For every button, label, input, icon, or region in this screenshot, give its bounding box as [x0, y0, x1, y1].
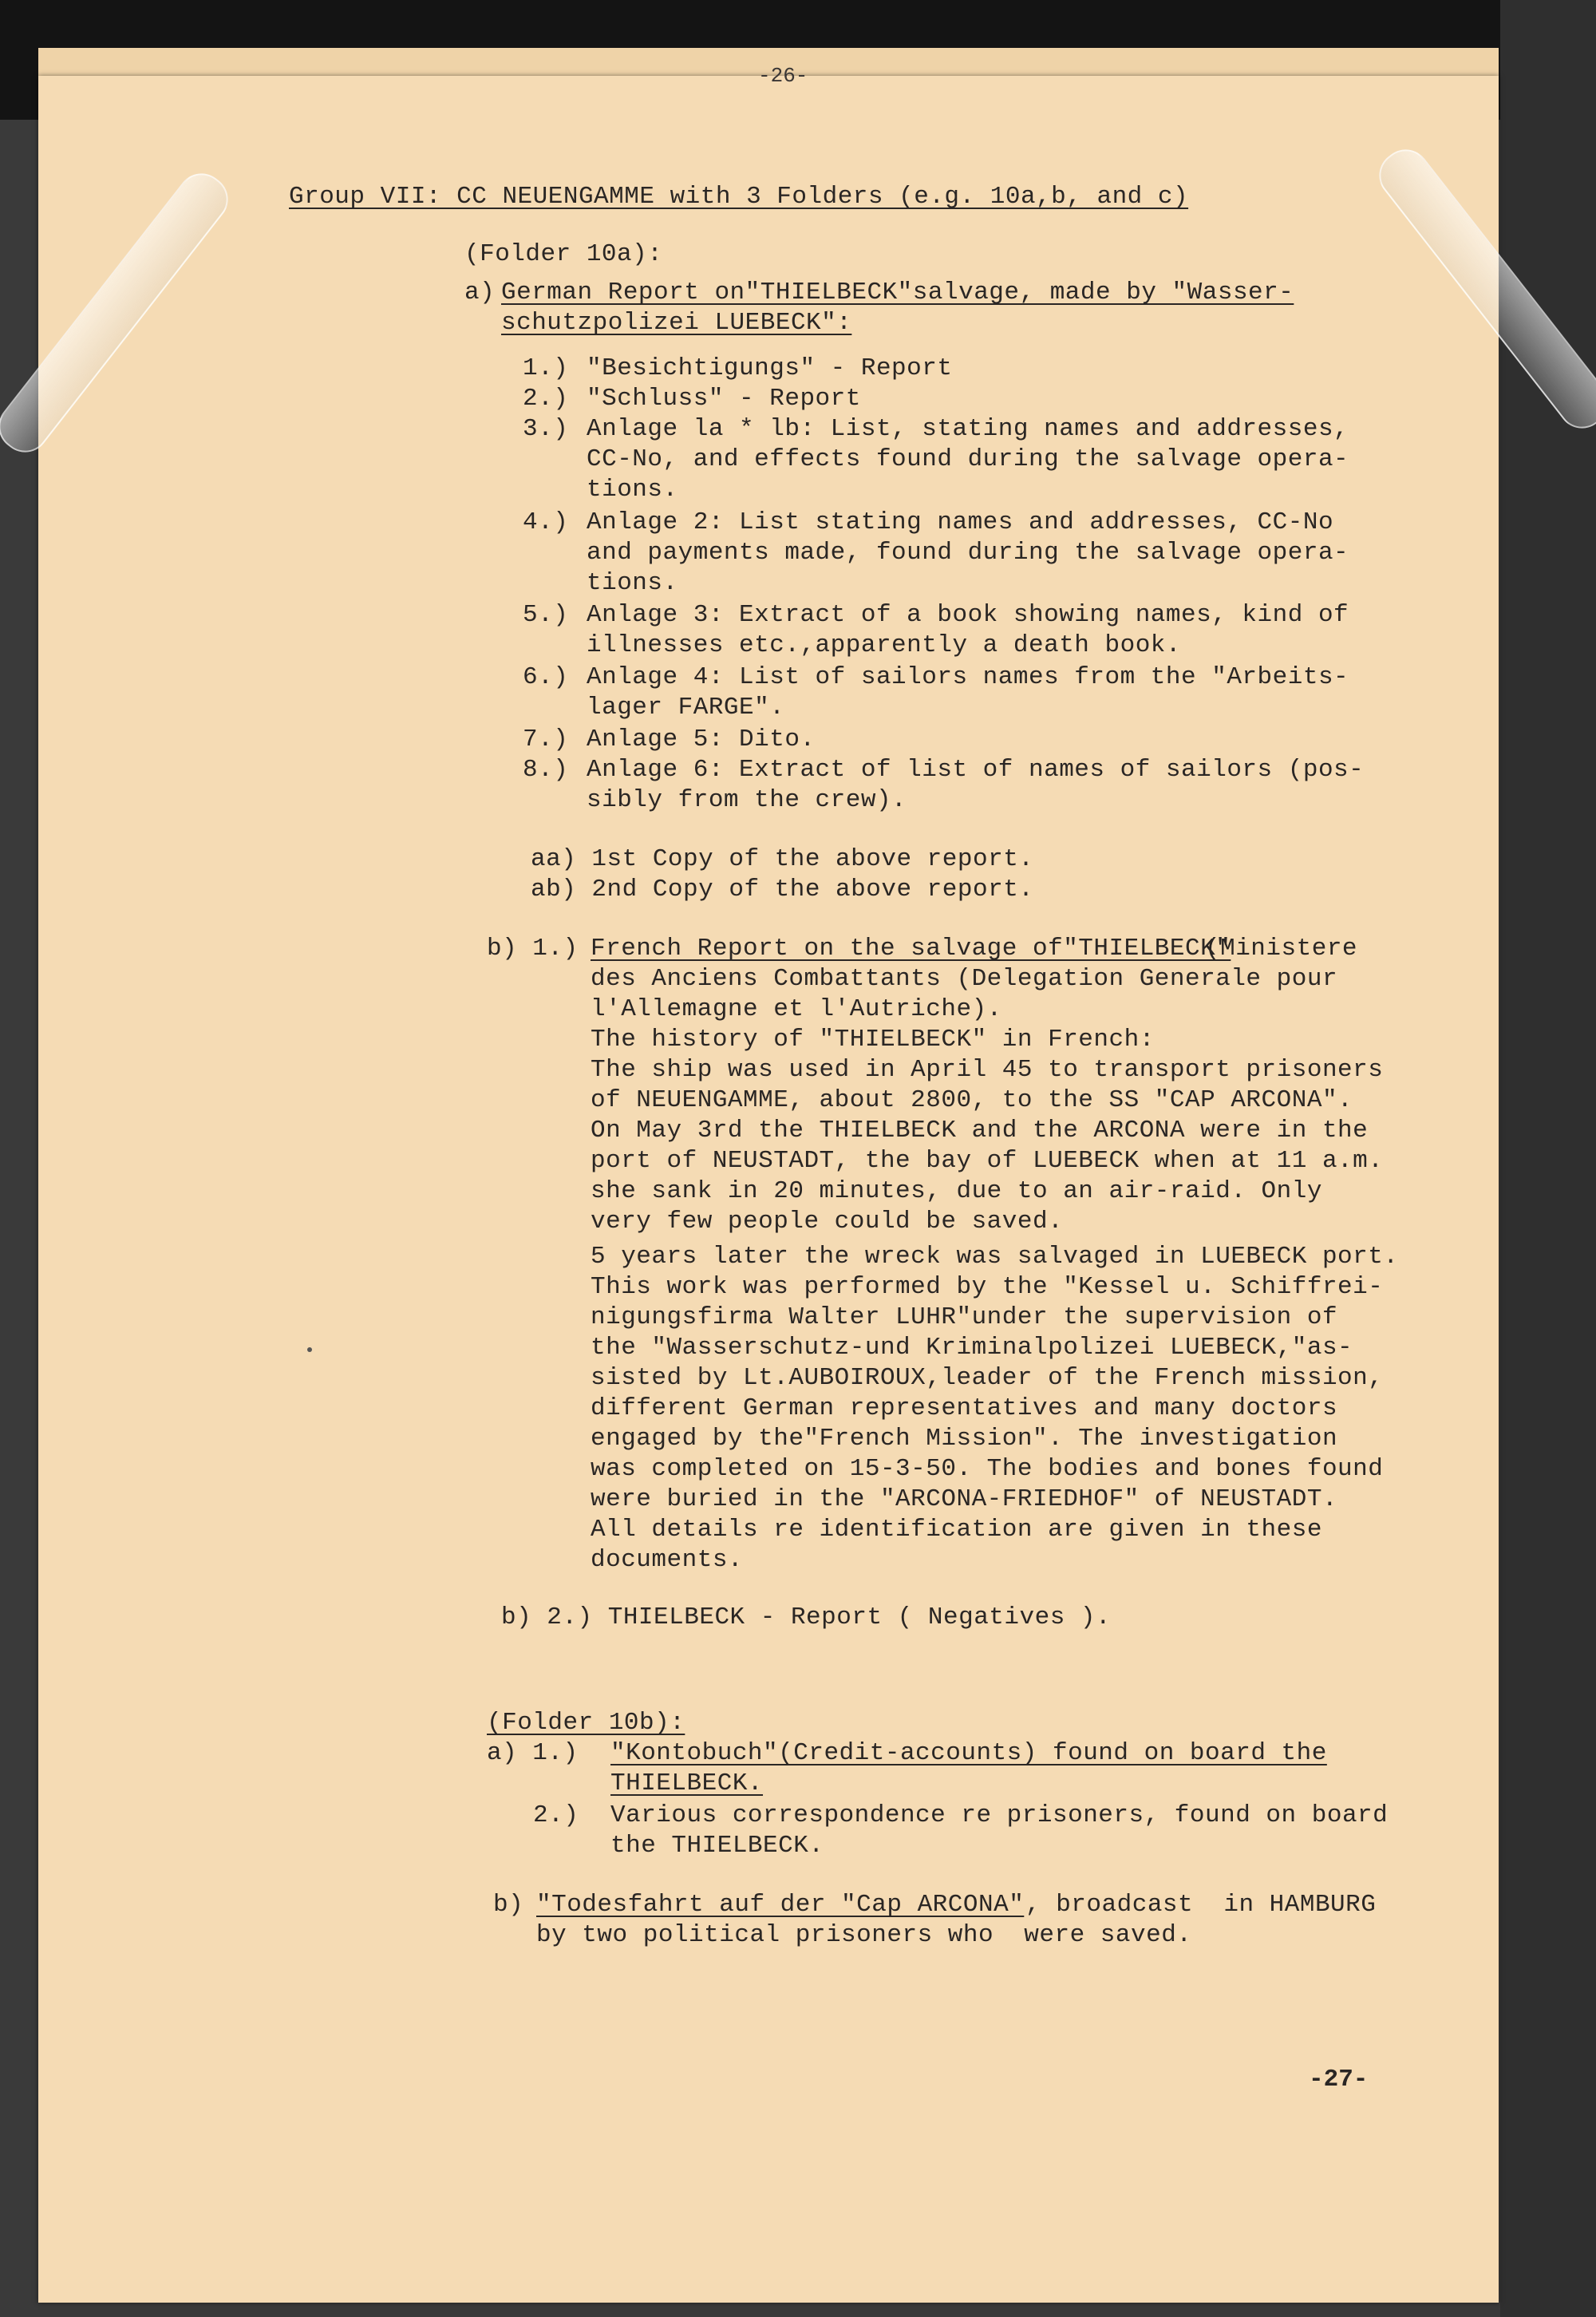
body-line: she sank in 20 minutes, due to an air-raid. Only — [591, 1177, 1322, 1205]
folder-10b-b-prefix: b) — [493, 1891, 524, 1919]
body-line: l'Allemagne et l'Autriche). — [591, 995, 1002, 1023]
item-text: CC-No, and effects found during the salvage opera- — [587, 445, 1349, 473]
body-line: nigungsfirma Walter LUHR"under the supervision of — [591, 1303, 1338, 1331]
item-text: Anlage 2: List stating names and addresses, CC-No — [587, 508, 1334, 536]
copy-line: ab) 2nd Copy of the above report. — [531, 876, 1034, 903]
folder-10b-b-rest: , broadcast in HAMBURG — [1025, 1891, 1377, 1919]
item-text: Anlage 5: Dito. — [587, 726, 816, 753]
folder-10a-label: (Folder 10a): — [464, 240, 663, 268]
item-number: 3.) — [523, 415, 569, 443]
section-b1-prefix: b) 1.) — [487, 935, 579, 963]
item-text: "Schluss" - Report — [587, 385, 861, 413]
item-number: 5.) — [523, 601, 569, 629]
folder-10b-b-title: "Todesfahrt auf der "Cap ARCONA" — [536, 1891, 1025, 1919]
folder-10b-a1-line2: THIELBECK. — [610, 1769, 764, 1797]
body-line: On May 3rd the THIELBECK and the ARCONA were in the — [591, 1117, 1369, 1145]
section-b1-title-rest: (Ministere — [1205, 935, 1358, 963]
item-text: and payments made, found during the salvage opera- — [587, 539, 1349, 567]
folder-10b-a2-line2: the THIELBECK. — [610, 1832, 824, 1860]
copy-line: aa) 1st Copy of the above report. — [531, 845, 1034, 873]
item-number: 6.) — [523, 663, 569, 691]
section-b2: b) 2.) THIELBECK - Report ( Negatives ). — [501, 1603, 1112, 1631]
item-number: 4.) — [523, 508, 569, 536]
item-number: 2.) — [523, 385, 569, 413]
body-line: This work was performed by the "Kessel u. Schiffrei- — [591, 1273, 1384, 1301]
section-a-prefix: a) — [464, 279, 496, 306]
body-line: port of NEUSTADT, the bay of LUEBECK when at 11 a.m. — [591, 1147, 1384, 1175]
item-number: 8.) — [523, 756, 569, 784]
folder-10b-a1-line1: "Kontobuch"(Credit-accounts) found on board the — [610, 1739, 1327, 1767]
body-line: engaged by the"French Mission". The investigation — [591, 1425, 1338, 1453]
group-heading: Group VII: CC NEUENGAMME with 3 Folders (e.g. 10a,b, and c) — [289, 183, 1189, 211]
folder-10b-a2-prefix: 2.) — [533, 1801, 579, 1829]
body-line: documents. — [591, 1546, 744, 1574]
item-text: tions. — [587, 569, 678, 597]
body-line: very few people could be saved. — [591, 1208, 1064, 1236]
item-text: Anlage la * lb: List, stating names and addresses, — [587, 415, 1349, 443]
body-line: different German representatives and many doctors — [591, 1394, 1338, 1422]
body-line: sisted by Lt.AUBOIROUX,leader of the French mission, — [591, 1364, 1384, 1392]
item-text: lager FARGE". — [587, 694, 785, 722]
item-text: tions. — [587, 476, 678, 504]
body-line: of NEUENGAMME, about 2800, to the SS "CAP ARCONA". — [591, 1086, 1353, 1114]
body-line: All details re identification are given in these — [591, 1516, 1322, 1544]
item-number: 1.) — [523, 354, 569, 382]
body-line: was completed on 15-3-50. The bodies and bones found — [591, 1455, 1384, 1483]
item-text: Anlage 4: List of sailors names from the "Arbeits- — [587, 663, 1349, 691]
top-page-number: -26- — [758, 64, 808, 88]
body-line: 5 years later the wreck was salvaged in LUEBECK port. — [591, 1243, 1399, 1271]
folder-10b-a1-prefix: a) 1.) — [487, 1739, 579, 1767]
body-line: the "Wasserschutz-und Kriminalpolizei LUEBECK,"as- — [591, 1334, 1353, 1362]
body-line: The history of "THIELBECK" in French: — [591, 1026, 1155, 1054]
folder-10b-b-line2: by two political prisoners who were saved. — [536, 1921, 1192, 1949]
item-text: "Besichtigungs" - Report — [587, 354, 953, 382]
item-text: illnesses etc.,apparently a death book. — [587, 631, 1182, 659]
item-number: 7.) — [523, 726, 569, 753]
section-a-title-line2: schutzpolizei LUEBECK": — [501, 309, 852, 337]
ink-spot — [307, 1347, 312, 1352]
item-text: sibly from the crew). — [587, 786, 907, 814]
folder-10b-label: (Folder 10b): — [487, 1709, 685, 1737]
body-line: The ship was used in April 45 to transport prisoners — [591, 1056, 1384, 1084]
bottom-page-number: -27- — [1309, 2066, 1369, 2094]
section-a-title-line1: German Report on"THIELBECK"salvage, made by "Wasser- — [501, 279, 1294, 306]
folder-10b-a2-line1: Various correspondence re prisoners, found on board — [610, 1801, 1389, 1829]
body-line: des Anciens Combattants (Delegation Generale pour — [591, 965, 1338, 993]
item-text: Anlage 6: Extract of list of names of sailors (pos- — [587, 756, 1365, 784]
section-b1-title: French Report on the salvage of"THIELBECK" — [591, 935, 1231, 963]
body-line: were buried in the "ARCONA-FRIEDHOF" of NEUSTADT. — [591, 1485, 1338, 1513]
item-text: Anlage 3: Extract of a book showing names, kind of — [587, 601, 1349, 629]
